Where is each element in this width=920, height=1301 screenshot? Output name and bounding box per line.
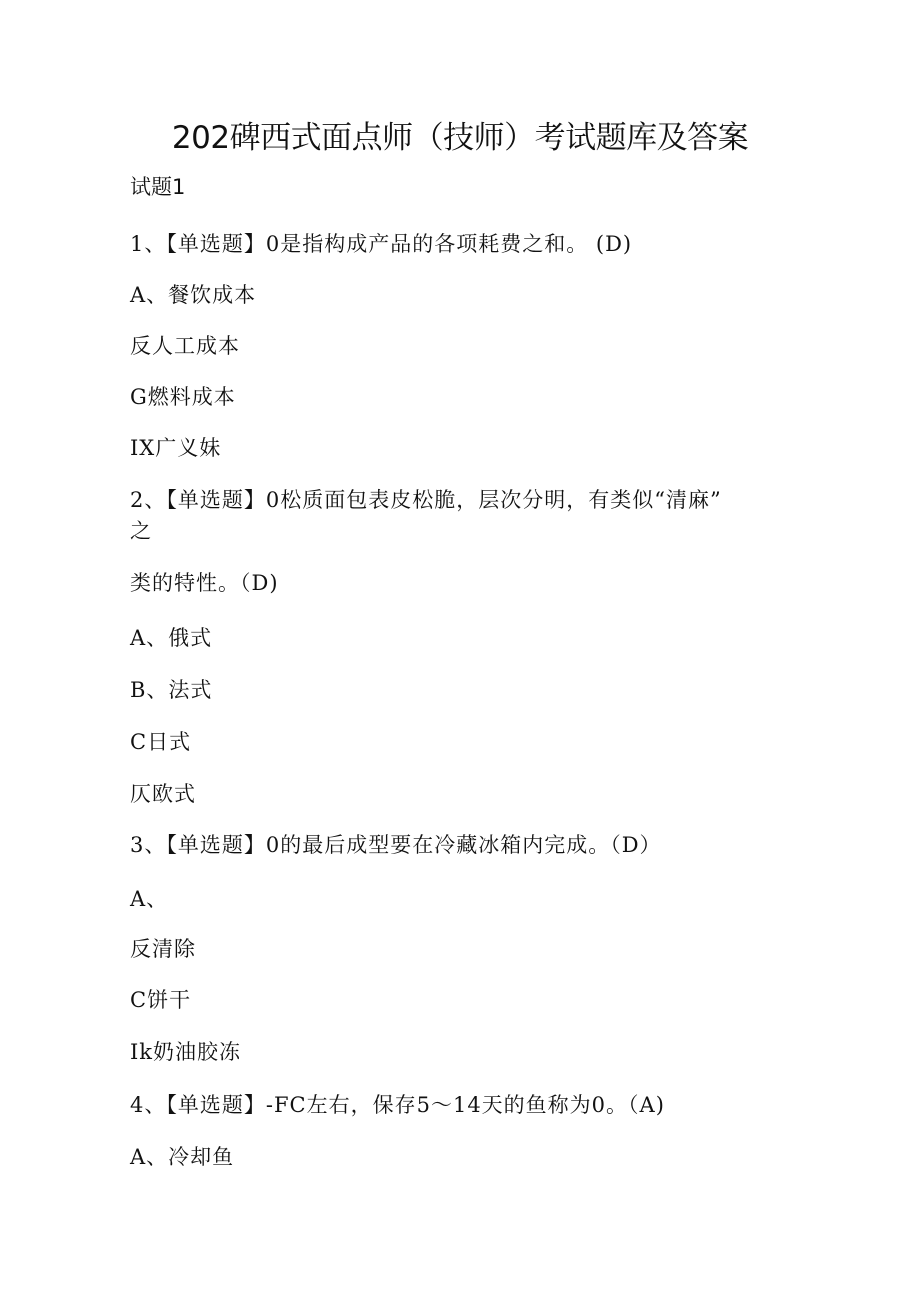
- question-1-option-a: A、餐饮成本: [130, 283, 257, 307]
- question-3-option-c: C饼干: [130, 988, 192, 1012]
- question-2-option-a: A、俄式: [130, 626, 213, 650]
- question-2-continued: 类的特性。（D): [130, 571, 279, 595]
- section-heading: 试题1: [130, 175, 186, 199]
- question-3-option-d: Ik奶油胶冻: [130, 1040, 242, 1064]
- question-1-option-c: G燃料成本: [130, 385, 236, 409]
- question-2-option-c: C日式: [130, 730, 192, 754]
- question-1-option-b: 反人工成本: [130, 334, 240, 358]
- question-3: 3、【单选题】0的最后成型要在冷藏冰箱内完成。（D）: [130, 833, 662, 857]
- question-1: 1、【单选题】0是指构成产品的各项耗费之和。 (D): [130, 232, 633, 256]
- question-2-option-d: 仄欧式: [130, 782, 196, 806]
- question-2-option-b: B、法式: [130, 678, 213, 702]
- document-title: 202碑西式面点师（技师）考试题库及答案: [171, 120, 749, 156]
- question-4-option-a: A、冷却鱼: [130, 1145, 235, 1169]
- question-3-option-a: A、: [130, 887, 169, 911]
- question-2: 2、【单选题】0松质面包表皮松脆，层次分明，有类似“清麻”: [130, 488, 722, 512]
- question-4: 4、【单选题】-FC左右，保存5〜14天的鱼称为0。（A): [130, 1093, 665, 1117]
- question-2-continued: 之: [130, 519, 152, 543]
- question-3-option-b: 反清除: [130, 937, 196, 961]
- question-1-option-d: IX广义妹: [130, 436, 222, 460]
